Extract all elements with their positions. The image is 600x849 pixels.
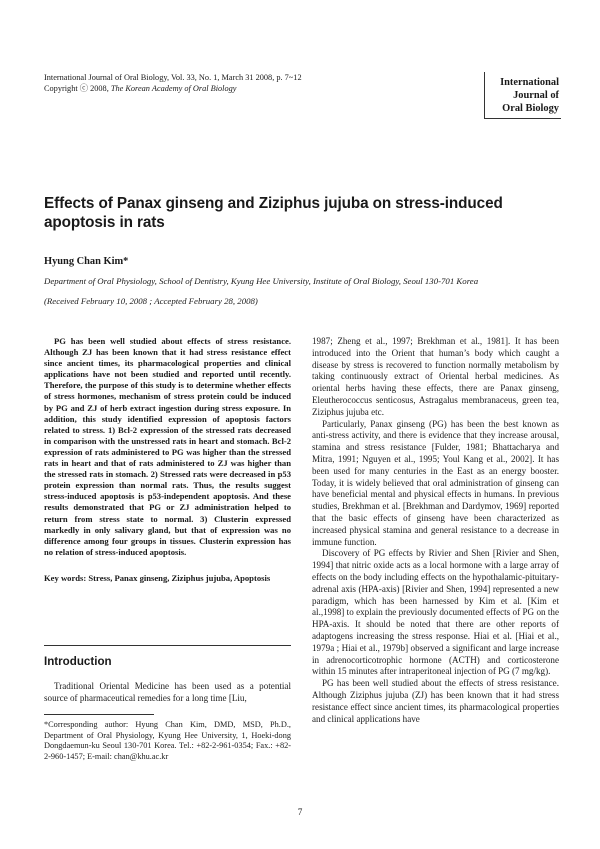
section-divider [44, 645, 291, 646]
body-paragraph: Discovery of PG effects by Rivier and Shen [Rivier and Shen, 1994] that nitric oxide acts as a local hormone with a large array of effects on the body including effects on the hypothalamic-pituitary-adrenal axis (HPA-axis) [Rivier and Shen, 1994] represented a new paradigm, which has been harnessed by Kim et al. [Kim et al.,1998] to explain the previously documented effects of PG on the HPA-axis. It should be noted that there are other reports of adaptogens increasing the stress response. Hiai et al. [Hiai et al., 1979a ; Hiai et al., 1979b] observed a significant and large increase in adrenocorticotrophic hormone (ACTH) and corticosterone within 15 minutes after intraperitoneal injection of PG (7 mg/kg). [312, 548, 559, 677]
right-column [312, 336, 559, 725]
keywords: Key words: Stress, Panax ginseng, Ziziphus jujuba, Apoptosis [44, 572, 271, 583]
journal-name-box [484, 72, 561, 119]
introduction-paragraph: Traditional Oriental Medicine has been used as a potential source of pharmaceutical remedies for a long time [Liu, [44, 681, 291, 703]
author-name: Hyung Chan Kim* [44, 256, 129, 267]
left-column [44, 336, 291, 584]
footnote-divider [44, 714, 154, 715]
body-paragraph: Particularly, Panax ginseng (PG) has been the best known as anti-stress activity, and there is evidence that they increase arousal, stamina and stress resistance [Fulder, 1981; Bhattacharya and Mitra, 1991; Nguyen et al., 1995; Youl Kang et al., 2002]. It has been used for many centuries in the East as an energy booster. Today, it is widely believed that oral administration of ginseng can have beneficial mental and physical effects in humans. In previous studies, Brekhman et al. [Brekhman and Dardymov, 1969] reported that the basic effects of ginseng have been characterized as increased physical stamina and general resistance to a decrease in immune function. [312, 418, 559, 547]
page-number: 7 [297, 807, 303, 817]
copyright-org: The Korean Academy of Oral Biology [110, 84, 237, 93]
copyright-prefix: Copyright ⓒ 2008, [44, 84, 111, 93]
journal-name-line-1: International [500, 77, 559, 88]
citation-line: International Journal of Oral Biology, Vol. 33, No. 1, March 31 2008, p. 7~12 [44, 73, 302, 82]
introduction-heading: Introduction [44, 655, 112, 668]
body-paragraph: PG has been well studied about the effects of stress resistance. Although Ziziphus jujuba (ZJ) has been known that it had stress resistance effect since ancient times, its pharmacological properties and clinical applications have [312, 678, 559, 724]
body-paragraph: 1987; Zheng et al., 1997; Brekhman et al., 1981]. It has been introduced into the Orient that human’s body which caught a disease by stress is recovered to function normally metabolism by taking continuously extract of Oriental herbal medicines. As oriental herbs having these effects, there are Panax ginseng, Eleutherococcus senticosus, Astragalus membranaceus, green tea, Ziziphus jujuba etc. [312, 336, 559, 417]
corresponding-author-footnote: *Corresponding author: Hyung Chan Kim, DMD, MSD, Ph.D., Department of Oral Physiology, Kyung Hee University, 1, Hoeki-dong Dongdaemun-ku Seoul 130-701 Korea. Tel.: +82-2-961-0354; Fax.: +82-2-960-1457; E-mail: chan@khu.ac.kr [44, 720, 291, 761]
copyright-line [44, 83, 302, 94]
journal-name-line-3: Oral Biology [502, 103, 559, 114]
received-dates: (Received February 10, 2008 ; Accepted February 28, 2008) [44, 296, 258, 306]
citation-header [44, 72, 302, 94]
journal-name-line-2: Journal of [513, 90, 559, 101]
author-affiliation: Department of Oral Physiology, School of Dentistry, Kyung Hee University, Institute of Oral Biology, Seoul 130-701 Korea [44, 276, 479, 286]
article-title: Effects of Panax ginseng and Ziziphus jujuba on stress-induced apoptosis in rats [44, 195, 503, 231]
abstract: PG has been well studied about effects of stress resistance. Although ZJ has been known that it had stress resistance effect since ancient times, its pharmacological properties and clinical applications have not been studied and reported until recently. Therefore, the purpose of this study is to determine whether effects of stress hormones, mechanism of stress protein could be induced by PG and ZJ of herb extract ingestion during stress exposure. In addition, this study identified expression of apoptosis factors related to stress. 1) Bcl-2 expression of the stressed rats decreased in comparison with the unstressed rats in heart and stomach. Bcl-2 expression of rats administered to PG was higher than the stressed rats in heart and that of rats administered to ZJ was higher than the stressed rats in stomach. 2) Stressed rats were decreased in p53 protein expression than normal rats. Thus, the results suggest stress-induced apoptosis is p53-independent apoptosis. And these results demonstrated that PG or ZJ administration helped to return from stress state to normal. 3) Clusterin expressed markedly in only salivary gland, but that of expression was no difference among four groups in tissues. Clusterin expression has no relation of stress-induced apoptosis. [44, 336, 291, 557]
